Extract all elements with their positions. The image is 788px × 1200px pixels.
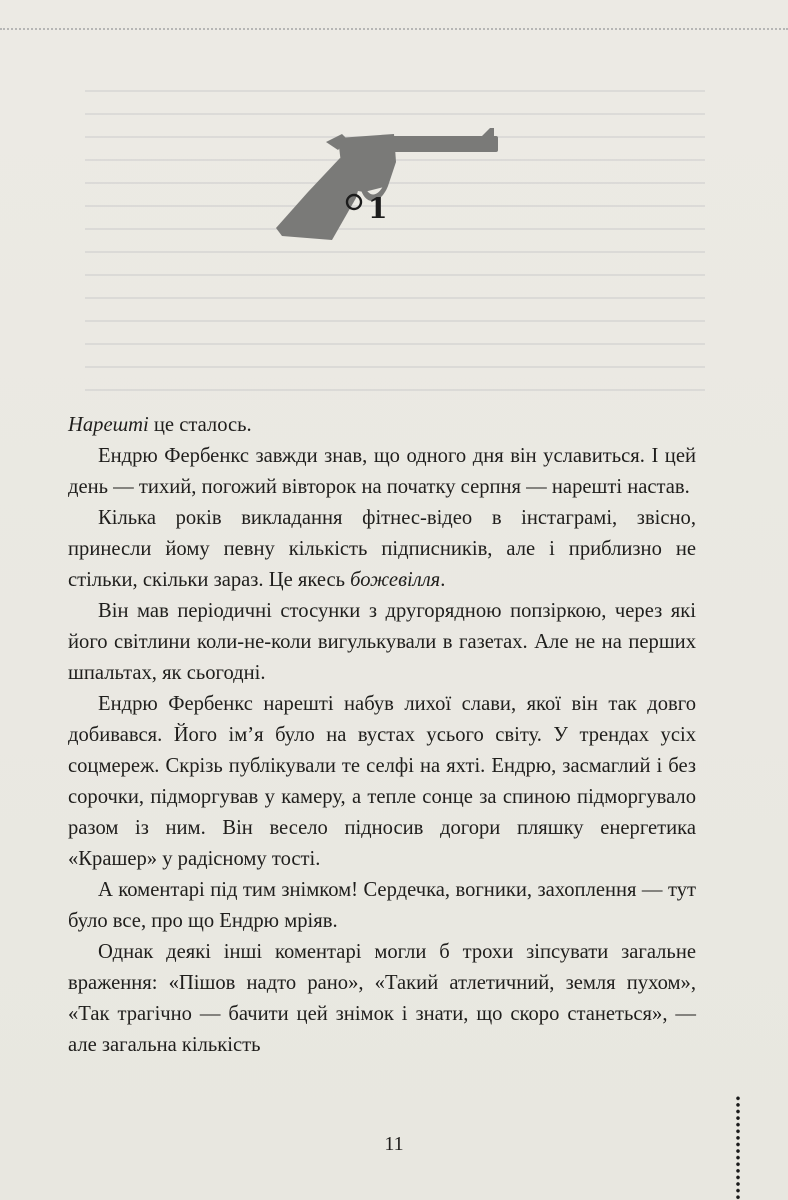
revolver-icon [268,128,508,246]
page-edge-dots [734,1095,742,1200]
chapter-number: 1 [368,192,388,225]
chapter-heading [268,128,508,246]
paragraph: Кілька років викладання фітнес-відео в інстаграмі, звісно, принесли йому певну кількість підписників, але і приблизно не стільки, скільки зараз. Це якесь божевілля. [68,507,696,591]
emphasis: божевілля [350,569,441,591]
emphasis: Нарешті [68,414,149,436]
paragraph: Він мав періодичні стосунки з другорядною попзіркою, через які його світлини коли-не-коли вигулькували в газетах. Але не на перших шпальтах, як сьогодні. [68,600,696,684]
paragraph: Ендрю Фербенкс завжди знав, що одного дня він уславиться. І цей день — тихий, погожий вівторок на початку серпня — нарешті настав. [68,445,696,498]
paragraph: Ендрю Фербенкс нарешті набув лихої слави, якої він так довго добивався. Його ім’я було на вустах усього світу. У трендах усіх соцмереж. Скрізь публікували те селфі на яхті. Ендрю, засмаглий і без сорочки, підморгував у камеру, а тепле сонце за спиною підморгувало разом із ним. Він весело підносив догори пляшку енергетика «Крашер» у радісному тості. [68,693,696,870]
chapter-text [68,410,696,1061]
paragraph: А коментарі під тим знімком! Сердечка, вогники, захоплення — тут було все, про що Ендрю мріяв. [68,879,696,932]
page-top-edge [0,28,788,30]
page-number: 11 [384,1133,404,1155]
paragraph: Нарешті це сталось. [68,414,252,436]
paragraph: Однак деякі інші коментарі могли б трохи зіпсувати загальне враження: «Пішов надто рано», «Такий атлетичний, земля пухом», «Так трагічно — бачити цей знімок і знати, що скоро станеться», — але загальна кількість [68,941,696,1056]
